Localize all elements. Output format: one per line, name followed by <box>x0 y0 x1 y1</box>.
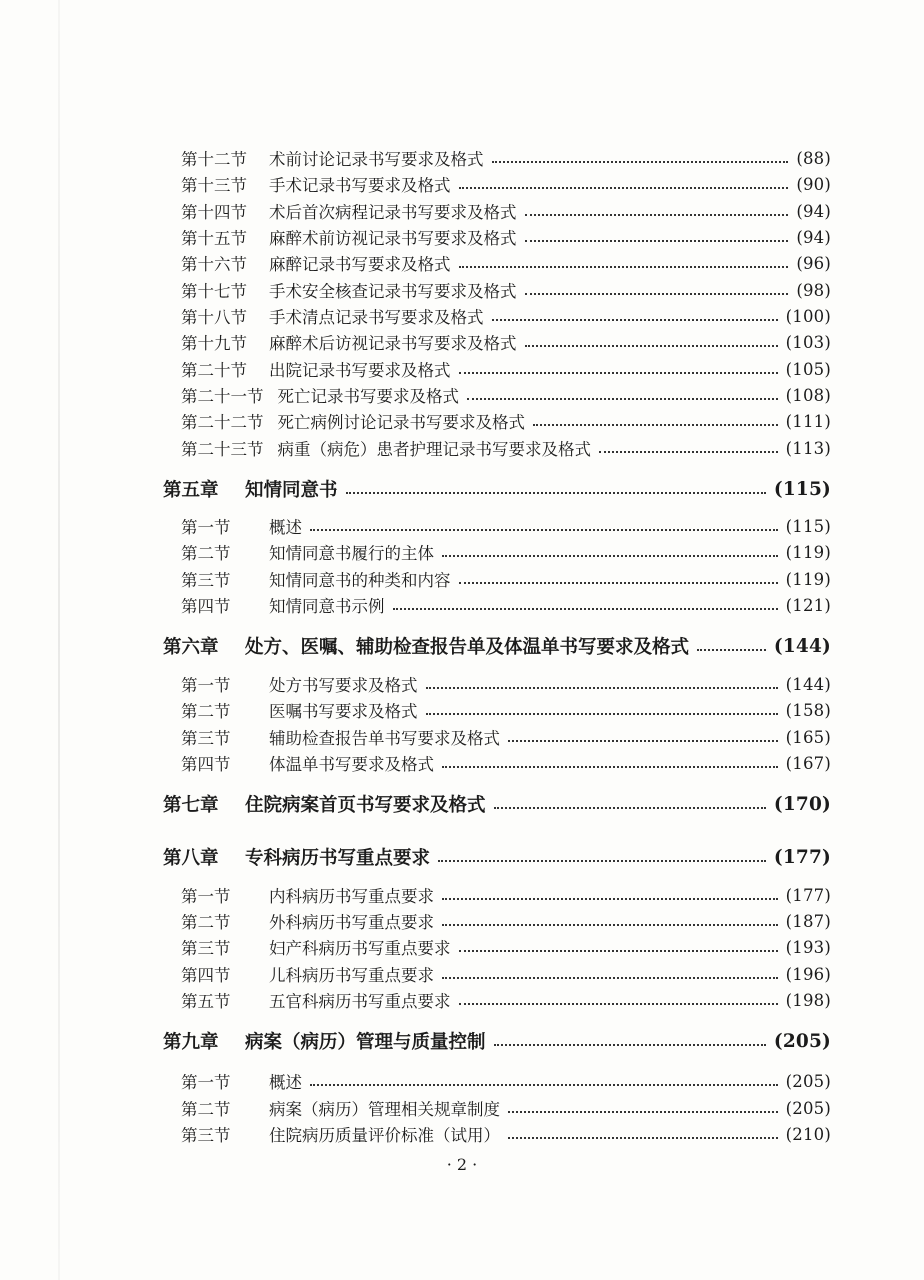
toc-entry-page: (119) <box>785 569 831 589</box>
toc-entry-page: (105) <box>785 359 831 379</box>
toc-entry-number: 第一节 <box>181 1073 231 1092</box>
dot-leader <box>459 187 789 189</box>
toc-entry-page: (115) <box>773 478 831 500</box>
dot-leader <box>525 214 789 216</box>
dot-leader <box>426 713 778 715</box>
dot-leader <box>346 492 766 494</box>
toc-entry-number: 第四节 <box>181 966 231 985</box>
toc-entry-number: 第二节 <box>181 544 231 563</box>
toc-entry-section-8-4[interactable] <box>181 962 831 986</box>
toc-entry-section-21[interactable] <box>181 383 831 407</box>
toc-entry-number: 第十八节 <box>181 308 247 327</box>
toc-entry-section-9-1[interactable] <box>181 1069 831 1093</box>
toc-entry-page: (94) <box>796 201 831 221</box>
dot-leader <box>508 740 778 742</box>
toc-entry-number: 第十六节 <box>181 255 247 274</box>
toc-entry-number: 第三节 <box>181 729 231 748</box>
dot-leader <box>310 1084 778 1086</box>
toc-entry-page: (187) <box>785 911 831 931</box>
toc-entry-chapter-8[interactable] <box>163 845 831 869</box>
toc-entry-page: (94) <box>796 227 831 247</box>
toc-entry-title: 病重（病危）患者护理记录书写要求及格式 <box>277 440 591 459</box>
dot-leader <box>438 860 766 862</box>
toc-entry-number: 第一节 <box>181 676 231 695</box>
toc-entry-title: 死亡病例讨论记录书写要求及格式 <box>277 413 525 432</box>
toc-entry-section-8-5[interactable] <box>181 988 831 1012</box>
toc-entry-number: 第一节 <box>181 887 231 906</box>
toc-entry-chapter-7[interactable] <box>163 792 831 816</box>
toc-entry-page: (121) <box>785 595 831 615</box>
toc-entry-chapter-5[interactable] <box>163 477 831 501</box>
toc-entry-section-17[interactable] <box>181 278 831 302</box>
toc-entry-number: 第十九节 <box>181 334 247 353</box>
toc-entry-number: 第四节 <box>181 597 231 616</box>
toc-entry-chapter-9[interactable] <box>163 1029 831 1053</box>
toc-entry-page: (198) <box>785 990 831 1010</box>
toc-entry-page: (111) <box>785 411 831 431</box>
dot-leader <box>494 807 766 809</box>
toc-entry-section-5-2[interactable] <box>181 540 831 564</box>
toc-entry-page: (177) <box>773 846 831 868</box>
toc-entry-number: 第五章 <box>163 480 219 501</box>
toc-entry-section-5-4[interactable] <box>181 593 831 617</box>
toc-entry-title: 概述 <box>269 1073 302 1092</box>
dot-leader <box>492 319 778 321</box>
toc-entry-chapter-6[interactable] <box>163 634 831 658</box>
toc-entry-section-5-1[interactable] <box>181 514 831 538</box>
toc-entry-page: (205) <box>785 1071 831 1091</box>
toc-entry-page: (88) <box>796 148 831 168</box>
toc-entry-title: 病案（病历）管理相关规章制度 <box>269 1100 500 1119</box>
toc-entry-title: 儿科病历书写重点要求 <box>269 966 434 985</box>
toc-entry-number: 第十二节 <box>181 150 247 169</box>
toc-entry-title: 麻醉记录书写要求及格式 <box>269 255 451 274</box>
toc-entry-number: 第七章 <box>163 795 219 816</box>
toc-entry-page: (158) <box>785 700 831 720</box>
toc-entry-page: (119) <box>785 542 831 562</box>
toc-entry-title: 五官科病历书写重点要求 <box>269 992 451 1011</box>
toc-entry-section-22[interactable] <box>181 409 831 433</box>
toc-entry-page: (177) <box>785 885 831 905</box>
toc-entry-title: 麻醉术后访视记录书写要求及格式 <box>269 334 517 353</box>
dot-leader <box>459 950 778 952</box>
toc-entry-number: 第八章 <box>163 848 219 869</box>
toc-entry-page: (165) <box>785 727 831 747</box>
dot-leader <box>525 345 778 347</box>
toc-entry-title: 知情同意书履行的主体 <box>269 544 434 563</box>
dot-leader <box>459 582 778 584</box>
toc-entry-page: (103) <box>785 332 831 352</box>
toc-entry-number: 第二节 <box>181 1100 231 1119</box>
dot-leader <box>442 924 778 926</box>
toc-entry-page: (193) <box>785 937 831 957</box>
toc-entry-section-8-3[interactable] <box>181 935 831 959</box>
toc-entry-title: 外科病历书写重点要求 <box>269 913 434 932</box>
toc-entry-section-9-3[interactable] <box>181 1122 831 1146</box>
toc-entry-page: (144) <box>773 635 831 657</box>
toc-entry-title: 知情同意书的种类和内容 <box>269 571 451 590</box>
toc-entry-title: 死亡记录书写要求及格式 <box>277 387 459 406</box>
toc-entry-title: 术前讨论记录书写要求及格式 <box>269 150 484 169</box>
toc-entry-section-15[interactable] <box>181 225 831 249</box>
toc-entry-section-6-1[interactable] <box>181 672 831 696</box>
toc-entry-section-20[interactable] <box>181 357 831 381</box>
toc-entry-section-23[interactable] <box>181 436 831 460</box>
toc-entry-number: 第二节 <box>181 913 231 932</box>
toc-entry-number: 第十三节 <box>181 176 247 195</box>
dot-leader <box>459 1003 778 1005</box>
dot-leader <box>525 293 789 295</box>
toc-entry-title: 麻醉术前访视记录书写要求及格式 <box>269 229 517 248</box>
dot-leader <box>459 372 778 374</box>
toc-entry-number: 第三节 <box>181 571 231 590</box>
toc-entry-number: 第三节 <box>181 939 231 958</box>
toc-entry-page: (170) <box>773 793 831 815</box>
dot-leader <box>467 398 778 400</box>
toc-entry-section-14[interactable] <box>181 199 831 223</box>
toc-entry-number: 第九章 <box>163 1032 219 1053</box>
page-number: · 2 · <box>446 1155 478 1174</box>
toc-entry-title: 住院病历质量评价标准（试用） <box>269 1126 500 1145</box>
toc-entry-section-6-3[interactable] <box>181 725 831 749</box>
dot-leader <box>533 424 778 426</box>
toc-entry-number: 第二十一节 <box>181 387 264 406</box>
toc-entry-section-13[interactable] <box>181 172 831 196</box>
toc-entry-title: 住院病案首页书写要求及格式 <box>245 795 486 816</box>
toc-entry-title: 处方书写要求及格式 <box>269 676 418 695</box>
dot-leader <box>525 240 789 242</box>
toc-entry-title: 处方、医嘱、辅助检查报告单及体温单书写要求及格式 <box>245 637 690 658</box>
toc-entry-title: 病案（病历）管理与质量控制 <box>245 1032 486 1053</box>
toc-entry-page: (115) <box>785 516 831 536</box>
toc-entry-section-18[interactable] <box>181 304 831 328</box>
toc-entry-title: 手术清点记录书写要求及格式 <box>269 308 484 327</box>
toc-entry-title: 手术安全核查记录书写要求及格式 <box>269 282 517 301</box>
toc-entry-title: 内科病历书写重点要求 <box>269 887 434 906</box>
dot-leader <box>426 687 778 689</box>
dot-leader <box>442 977 778 979</box>
dot-leader <box>310 529 778 531</box>
toc-entry-title: 概述 <box>269 518 302 537</box>
toc-entry-page: (210) <box>785 1124 831 1144</box>
toc-entry-section-19[interactable] <box>181 330 831 354</box>
toc-entry-title: 辅助检查报告单书写要求及格式 <box>269 729 500 748</box>
toc-entry-page: (90) <box>796 174 831 194</box>
toc-entry-number: 第十七节 <box>181 282 247 301</box>
toc-entry-number: 第四节 <box>181 755 231 774</box>
toc-entry-number: 第六章 <box>163 637 219 658</box>
dot-leader <box>697 649 766 651</box>
toc-entry-title: 医嘱书写要求及格式 <box>269 702 418 721</box>
toc-entry-number: 第二十节 <box>181 361 247 380</box>
toc-entry-number: 第三节 <box>181 1126 231 1145</box>
dot-leader <box>508 1111 778 1113</box>
toc-entry-page: (108) <box>785 385 831 405</box>
dot-leader <box>442 898 778 900</box>
toc-entry-section-6-2[interactable] <box>181 698 831 722</box>
dot-leader <box>442 555 778 557</box>
dot-leader <box>508 1137 778 1139</box>
toc-entry-section-6-4[interactable] <box>181 751 831 775</box>
toc-entry-number: 第一节 <box>181 518 231 537</box>
toc-entry-page: (113) <box>785 438 831 458</box>
toc-entry-title: 出院记录书写要求及格式 <box>269 361 451 380</box>
toc-entry-number: 第二十二节 <box>181 413 264 432</box>
toc-entry-page: (205) <box>773 1030 831 1052</box>
toc-entry-page: (98) <box>796 280 831 300</box>
toc-entry-page: (96) <box>796 253 831 273</box>
toc-entry-section-8-2[interactable] <box>181 909 831 933</box>
dot-leader <box>494 1044 766 1046</box>
toc-entry-title: 专科病历书写重点要求 <box>245 848 431 869</box>
toc-entry-title: 知情同意书 <box>245 480 338 501</box>
toc-entry-number: 第二节 <box>181 702 231 721</box>
toc-entry-title: 妇产科病历书写重点要求 <box>269 939 451 958</box>
dot-leader <box>442 766 778 768</box>
dot-leader <box>459 266 789 268</box>
toc-entry-title: 手术记录书写要求及格式 <box>269 176 451 195</box>
dot-leader <box>599 451 778 453</box>
toc-entry-number: 第五节 <box>181 992 231 1011</box>
toc-entry-section-12[interactable] <box>181 146 831 170</box>
toc-entry-page: (196) <box>785 964 831 984</box>
dot-leader <box>393 608 778 610</box>
toc-entry-number: 第十五节 <box>181 229 247 248</box>
toc-entry-section-5-3[interactable] <box>181 567 831 591</box>
toc-entry-title: 知情同意书示例 <box>269 597 385 616</box>
toc-entry-page: (144) <box>785 674 831 694</box>
toc-entry-page: (100) <box>785 306 831 326</box>
toc-entry-title: 术后首次病程记录书写要求及格式 <box>269 203 517 222</box>
dot-leader <box>492 161 789 163</box>
toc-entry-section-8-1[interactable] <box>181 883 831 907</box>
toc-entry-section-16[interactable] <box>181 251 831 275</box>
toc-entry-number: 第十四节 <box>181 203 247 222</box>
toc-entry-page: (167) <box>785 753 831 773</box>
toc-entry-section-9-2[interactable] <box>181 1096 831 1120</box>
toc-entry-number: 第二十三节 <box>181 440 264 459</box>
toc-entry-page: (205) <box>785 1098 831 1118</box>
toc-entry-title: 体温单书写要求及格式 <box>269 755 434 774</box>
